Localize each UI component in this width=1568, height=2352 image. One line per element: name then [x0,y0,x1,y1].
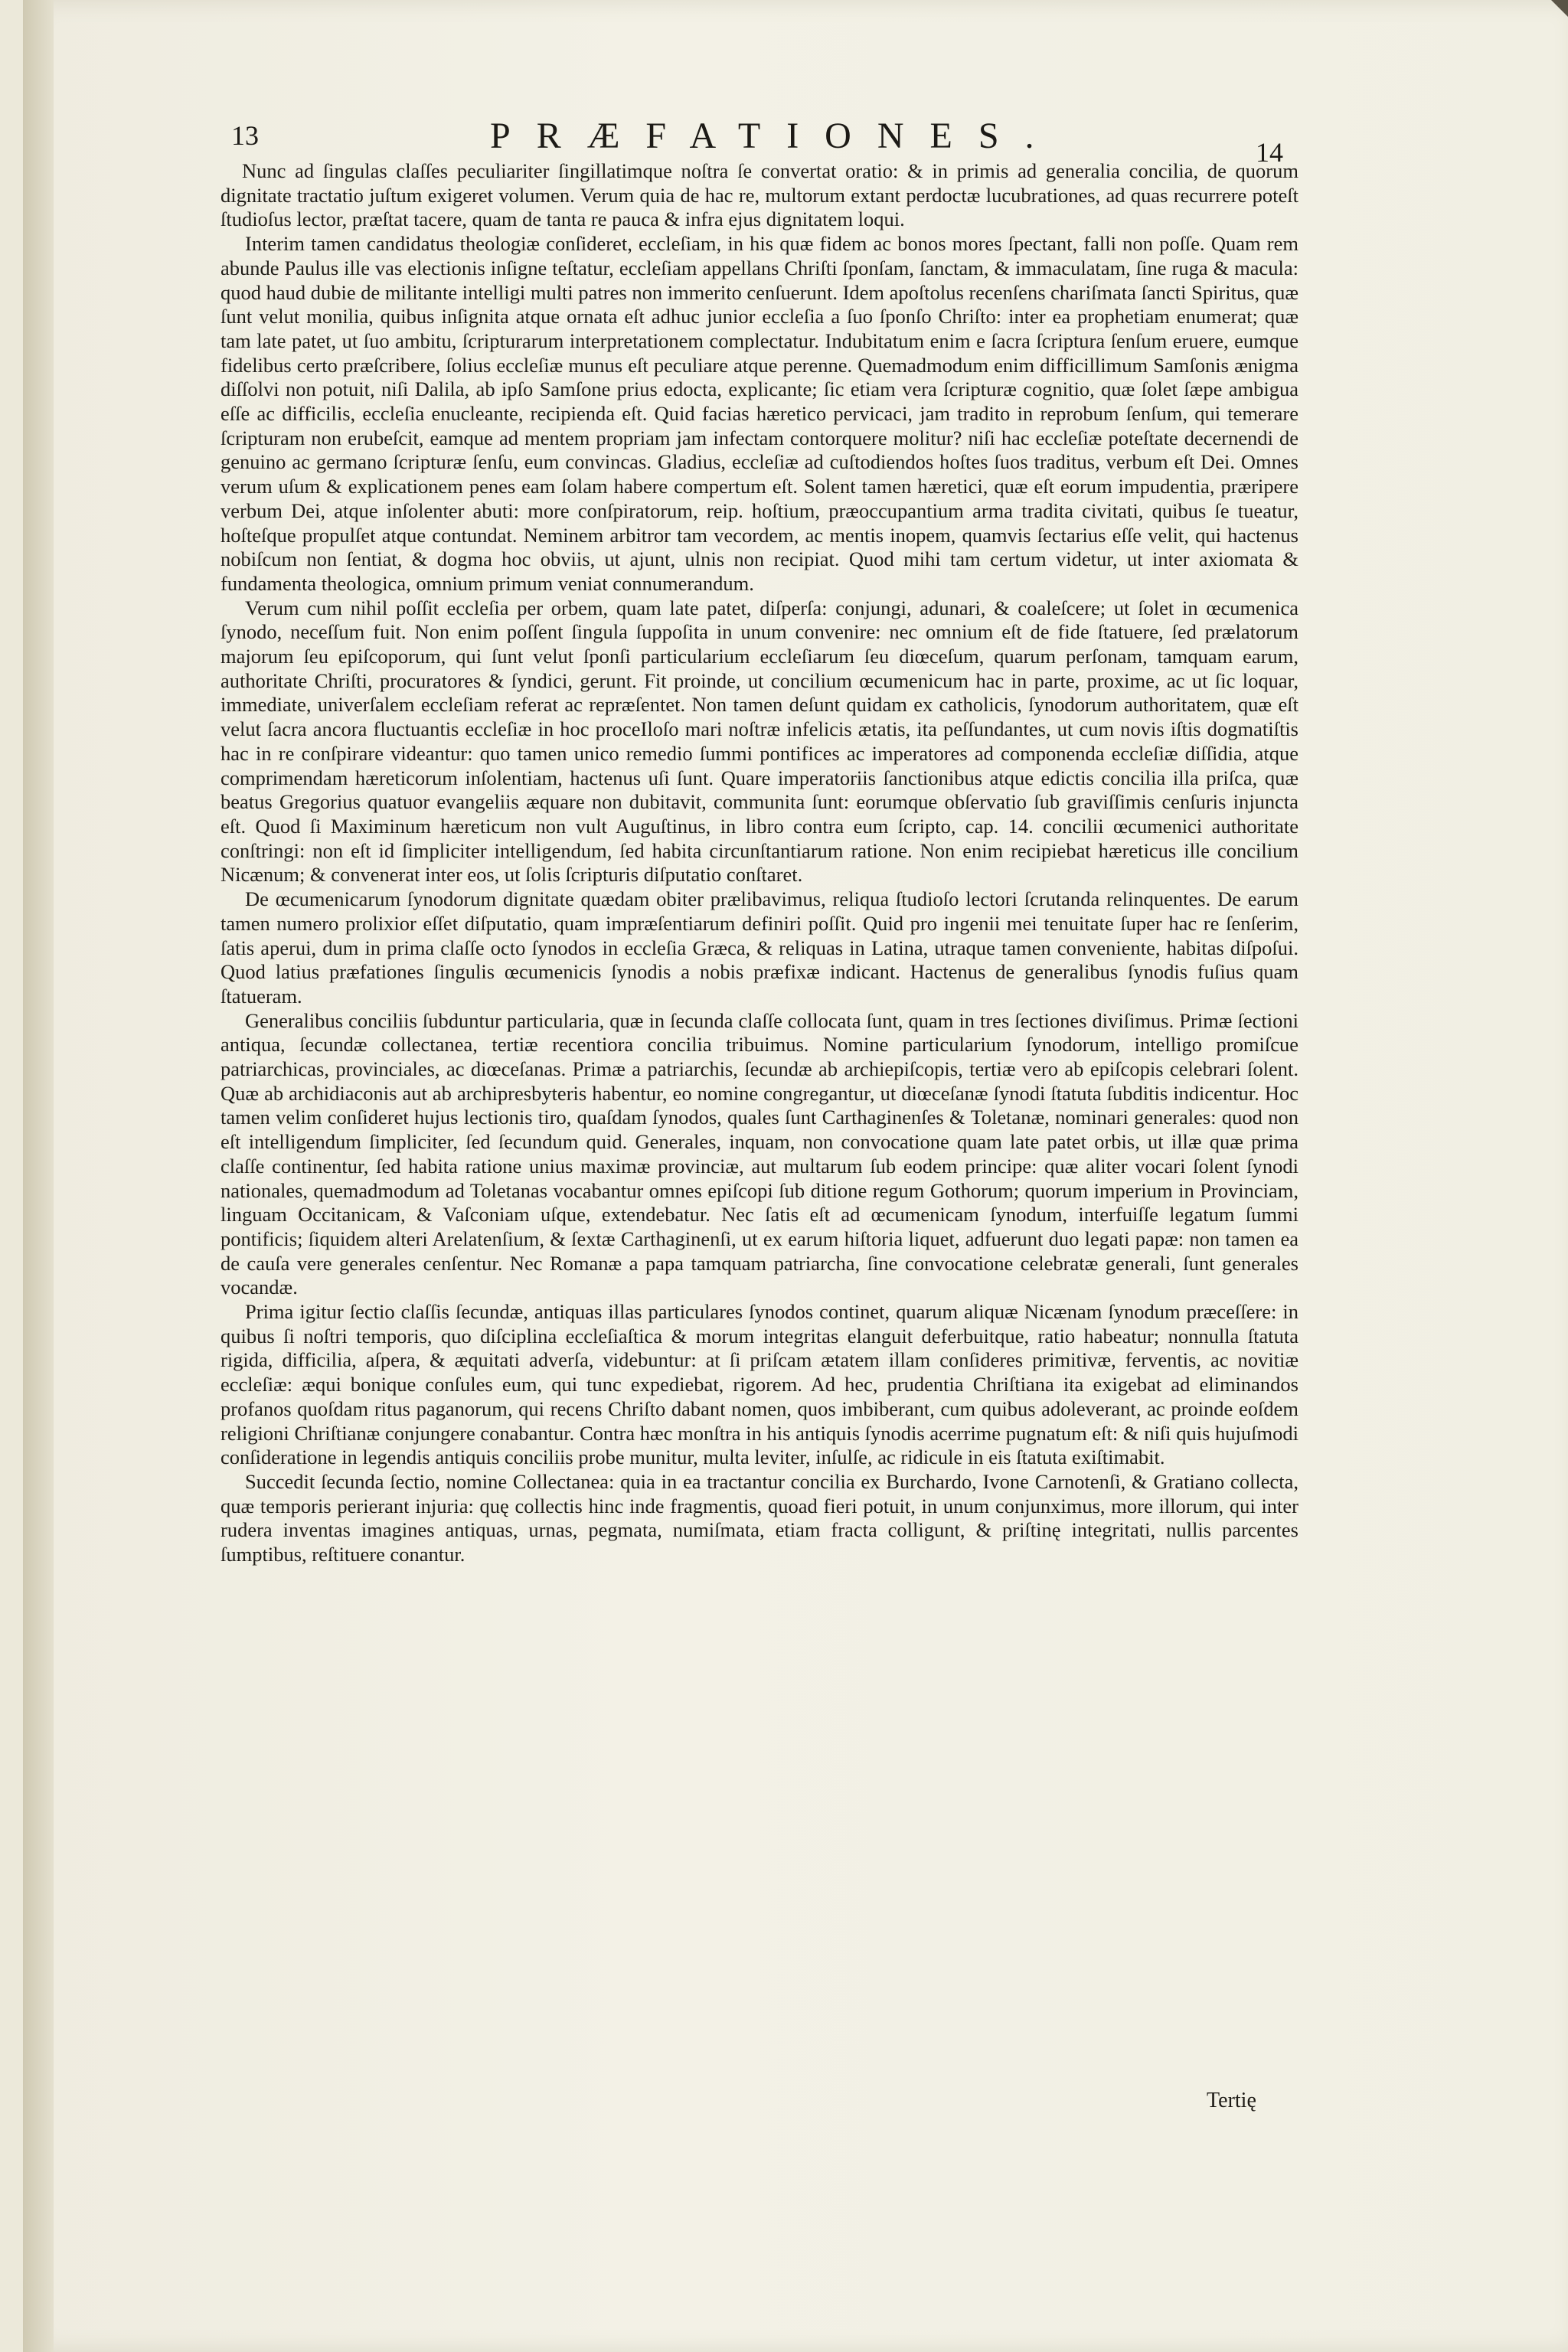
catchword: Tertię [1207,2089,1256,2112]
paragraph: De œcumenicarum ſynodorum dignitate quædam obiter prælibavimus, reliqua ſtudioſo lectori ſcrutanda relinquentes. De earum tamen numero prolixior eſſet diſputatio, quam impræſentiarum definiri poſſit. Quid pro ingenii mei tenuitate ſuper hac re ſenſerim, ſatis aperui, dum in prima claſſe octo ſynodos in eccleſia Græca, & reliquas in Latina, utraque tamen conveniente, habitas diſpoſui. Quod latius præfationes ſingulis œcumenicis ſynodis a nobis præfixæ indicant. Hactenus de generalibus ſynodis fuſius quam ſtatueram. [220,887,1298,1008]
paragraph: Prima igitur ſectio claſſis ſecundæ, antiquas illas particulares ſynodos continet, quarum aliquæ Nicænam ſynodum præceſſere: in quibus ſi noſtri temporis, quo diſciplina eccleſiaſtica & morum integritas elanguit deferbuitque, ratio habeatur; nonnulla ſtatuta rigida, difficilia, aſpera, & æquitati adverſa, videbuntur: at ſi priſcam ætatem illam conſideres primitivæ, ferventis, ac novitiæ eccleſiæ: æqui bonique conſules eum, qui tunc expediebat, rigorem. Ad hec, prudentia Chriſtiana ita exigebat ad eliminandos profanos quoſdam ritus paganorum, qui recens Chriſto dabant nomen, quos imbiberant, cum quibus adoleverant, ac proinde eoſdem religioni Chriſtianæ conjungere conabantur. Contra hæc monſtra in his antiquis ſynodis acerrime pugnatum eſt: & niſi quis hujuſmodi conſideratione in legendis antiquis conciliis probe munitur, multa leviter, inſulſe, ac ridicule in eis ſtatuta exiſtimabit. [220,1300,1298,1469]
paragraph: Verum cum nihil poſſit eccleſia per orbem, quam late patet, diſperſa: conjungi, adunari, & coaleſcere; ut ſolet in œcumenica ſynodo, neceſſum fuit. Non enim poſſent ſingula ſuppoſita in unum convenire: nec omnium eſt de fide ſtatuere, ſed prælatorum majorum ſeu epiſcoporum, qui ſunt velut ſponſi particularium eccleſiarum ſeu diœceſum, quarum perſonam, tamquam earum, authoritate Chriſti, procuratores & ſyndici, gerunt. Fit proinde, ut concilium œcumenicum hac in parte, proxime, ac ut ſic loquar, immediate, univerſalem eccleſiam referat ac repræſentet. Non tamen deſunt quidam ex catholicis, ſynodorum authoritatem, quæ eſt velut ſacra ancora fluctuantis eccleſiæ in hoc proceIloſo mari noſtræ infelicis ætatis, ita peſſundantes, ut cum novis iſtis dogmatiſtis hac in re conſpirare videantur: quo tamen unico remedio ſummi pontifices ac imperatores ad componenda eccleſiæ diſſidia, atque comprimendam hæreticorum inſolentiam, hactenus uſi ſunt. Quare imperatoriis ſanctionibus atque edictis concilia illa priſca, quæ beatus Gregorius quatuor evangeliis æquare non dubitavit, communita ſunt: eorumque obſervatio ſub graviſſimis cenſuris injuncta eſt. Quod ſi Maximinum hæreticum non vult Auguſtinus, in libro contra eum ſcripto, cap. 14. concilii œcumenici authoritate conſtringi: non eſt id ſimpliciter intelligendum, ſed habita circunſtantiarum ratione. Non enim recipiebat hæreticus ille concilium Nicænum; & convenerat inter eos, ut ſolis ſcripturis diſputatio conſtaret. [220,596,1298,887]
paragraph: Nunc ad ſingulas claſſes peculiariter ſingillatimque noſtra ſe convertat oratio: & in primis ad generalia concilia, de quorum dignitate tractatio juſtum exigeret volumen. Verum quia de hac re, multorum extant perdoctæ lucubrationes, ad quas recurrere poteſt ſtudioſus lector, præſtat tacere, quam de tanta re pauca & infra ejus dignitatem loqui. [220,159,1298,231]
book-page [23,0,1568,2352]
page-number-right: 14 [1256,137,1283,168]
page-corner [1551,0,1568,17]
paragraph: Succedit ſecunda ſectio, nomine Collectanea: quia in ea tractantur concilia ex Burchardo, Ivone Carnotenſi, & Gratiano collecta, quæ temporis perierant injuria: quę collectis hinc inde fragmentis, quoad fieri potuit, in unum conjunximus, more illorum, qui inter rudera inventas imagines antiquas, urnas, pegmata, numiſmata, etiam fracta colligunt, & priſtinę integritati, nullis parcentes ſumptibus, reſtituere conantur. [220,1469,1298,1566]
paragraph: Generalibus conciliis ſubduntur particularia, quæ in ſecunda claſſe collocata ſunt, quam in tres ſectiones diviſimus. Primæ ſectioni antiqua, ſecundæ collectanea, tertiæ recentiora concilia tribuimus. Nomine particularium ſynodorum, intelligo promiſcue patriarchicas, provinciales, ac diœceſanas. Primæ a patriarchis, ſecundæ ab archiepiſcopis, tertiæ vero ab epiſcopis celebrari ſolent. Quæ ab archidiaconis aut ab archipresbyteris habentur, eo nomine congregantur, ut diœceſanæ ſynodi ſtatuta ſubditis indicentur. Hoc tamen velim conſideret hujus lectionis tiro, quaſdam ſynodos, quales ſunt Carthaginenſes & Toletanæ, nominari generales: quod non eſt intelligendum ſimpliciter, ſed ſecundum quid. Generales, inquam, non convocatione quam late patet orbis, ut illæ quæ prima claſſe continentur, ſed habita ratione unius maximæ provinciæ, aut multarum ſub eodem principe: quæ aliter vocari ſolent ſynodi nationales, quemadmodum ad Toletanas vocabantur omnes epiſcopi ſub ditione regum Gothorum; quorum imperium in Provinciam, linguam Occitanicam, & Vaſconiam uſque, extendebatur. Nec ſatis eſt ad œcumenicam ſynodum, interfuiſſe legatum ſummi pontificis; ſiquidem alteri Arelatenſium, & ſextæ Carthaginenſi, ut ex earum hiſtoria liquet, adfuerunt duo legati papæ: non tamen ea de cauſa vere generales cenſentur. Nec Romanæ a papa tamquam patriarcha, ſine convocatione celebratæ generali, ſunt generales vocandæ. [220,1008,1298,1299]
binding-gutter [23,0,54,2352]
paragraph: Interim tamen candidatus theologiæ conſideret, eccleſiam, in his quæ fidem ac bonos mores ſpectant, falli non poſſe. Quam rem abunde Paulus ille vas electionis inſigne teſtatur, eccleſiam appellans Chriſti ſponſam, ſanctam, & immaculatam, ſine ruga & macula: quod haud dubie de militante intelligi multi patres non immerito cenſuerunt. Idem apoſtolus recenſens chariſmata ſancti Spiritus, quæ ſunt velut monilia, quibus inſignita atque ornata eſt adhuc junior eccleſia a ſuo ſponſo Chriſto: inter ea prophetiam enumerat; quæ tam late patet, ut ſuo ambitu, ſcripturarum interpretationem complectatur. Indubitatum enim e ſacra ſcriptura ſenſum eruere, eumque fidelibus certo præſcribere, ſolius eccleſiæ munus eſt peculiare atque perenne. Quemadmodum enim difficillimum Samſonis ænigma diſſolvi non potuit, niſi Dalila, ab ipſo Samſone prius edocta, explicante; ſic etiam vera ſcripturæ cognitio, quæ ſolet ſæpe ambigua eſſe ac difficilis, eccleſia enucleante, recipienda eſt. Quid facias hæretico pervicaci, jam tradito in reprobum ſenſum, qui temerare ſcripturam non erubeſcit, eamque ad mentem propriam jam infectam contorquere molitur? niſi hac eccleſiæ poteſtate decernendi de genuino ac germano ſcripturæ ſenſu, eum convincas. Gladius, eccleſiæ ad cuſtodiendos hoſtes ſuos traditus, verbum eſt Dei. Omnes verum uſum & explicationem penes eam ſolam habere compertum eſt. Solent tamen hæretici, quæ eſt eorum impudentia, præripere verbum Dei, atque inſolenter abuti: more conſpiratorum, reip. hoſtium, præoccupantium arma tradita civitati, quibus ſe tueatur, hoſteſque propulſet atque contundat. Neminem arbitror tam vecordem, ac mentis inopem, quamvis ſectarius eſſe velit, qui hactenus nobiſcum non ſentiat, & dogma hoc obviis, ut ajunt, ulnis non recipiat. Quod mihi tam certum videtur, ut inter axiomata & fundamenta theologica, omnium primum veniat connumerandum. [220,232,1298,595]
running-head-title: PRÆFATIONES. [490,116,1060,156]
body-text [220,159,1298,1567]
page-number-left: 13 [231,120,259,151]
